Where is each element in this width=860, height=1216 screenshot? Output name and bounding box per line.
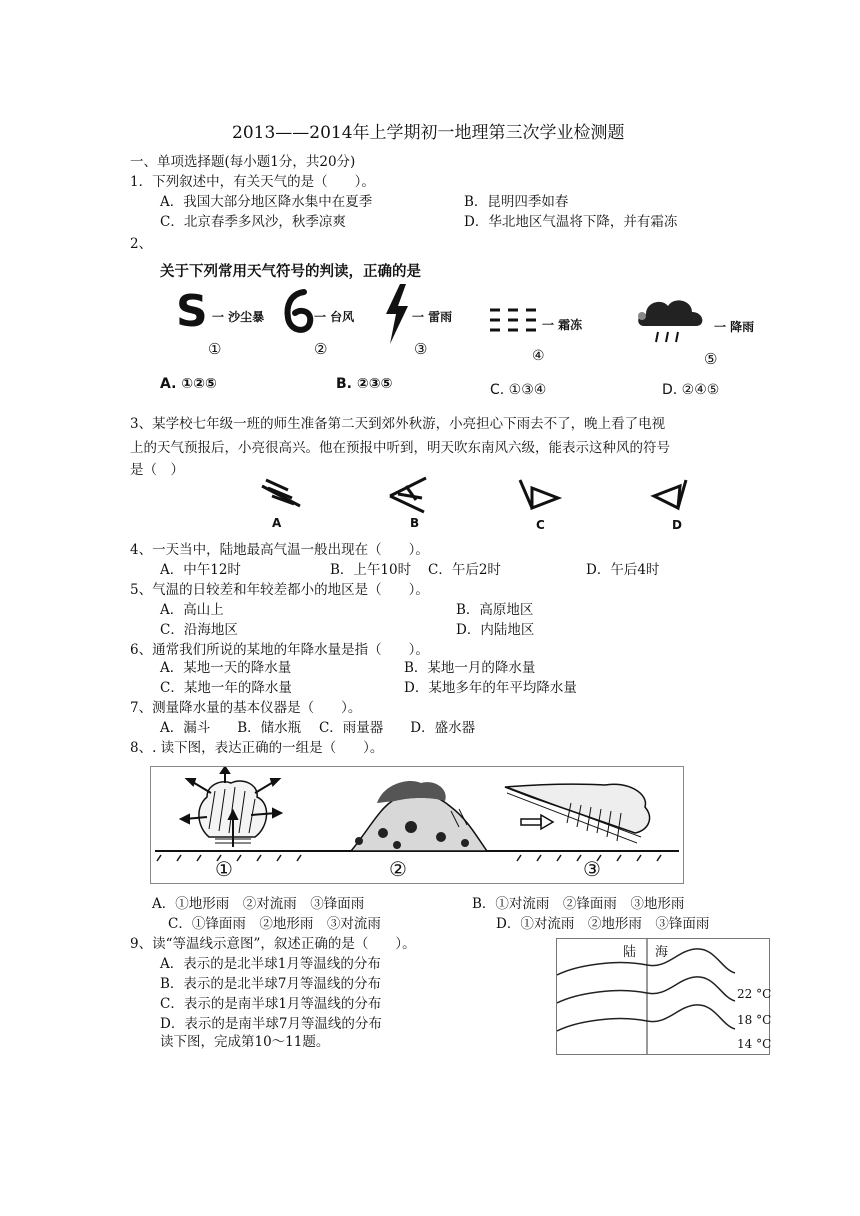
q5-option-c: C．沿海地区 xyxy=(160,622,238,638)
q7-stem: 7、测量降水量的基本仪器是（ ）。 xyxy=(130,700,362,716)
symbol-3-number: ③ xyxy=(414,340,428,358)
q6-option-a: A．某地一天的降水量 xyxy=(160,660,292,676)
q1-option-c: C．北京春季多风沙，秋季凉爽 xyxy=(160,214,346,230)
q8-option-b: B．①对流雨 ②锋面雨 ③地形雨 xyxy=(472,896,685,912)
q9-option-c: C．表示的是南半球1月等温线的分布 xyxy=(160,996,382,1012)
q1-option-b: B．昆明四季如春 xyxy=(464,194,569,210)
symbol-3-label: 一 雷雨 xyxy=(412,310,453,324)
typhoon-icon xyxy=(282,288,316,340)
q1-option-a: A．我国大部分地区降水集中在夏季 xyxy=(160,194,373,210)
q6-option-d: D．某地多年的年平均降水量 xyxy=(404,680,577,696)
panel-2-number: ② xyxy=(389,857,407,881)
page-title: 2013——2014年上学期初一地理第三次学业检测题 xyxy=(232,123,625,143)
q6-option-b: B．某地一月的降水量 xyxy=(404,660,536,676)
q4-option-b: B．上午10时 xyxy=(330,562,412,578)
symbol-2-label: 一 台风 xyxy=(314,310,355,324)
q2-option-a: A. ①②⑤ xyxy=(160,376,217,392)
symbol-4-label: 一 霜冻 xyxy=(542,318,583,332)
q1-option-d: D．华北地区气温将下降，并有霜冻 xyxy=(464,214,678,230)
symbol-5-number: ⑤ xyxy=(704,350,718,368)
sea-label: 海 xyxy=(655,945,669,960)
wind-symbol-c-icon xyxy=(518,478,564,518)
q4-option-c: C．午后2时 xyxy=(428,562,501,578)
rain-cloud-icon xyxy=(634,292,714,352)
q8-option-c: C．①锋面雨 ②地形雨 ③对流雨 xyxy=(168,916,381,932)
panel-3-number: ③ xyxy=(583,857,601,881)
q2-figure-title: 关于下列常用天气符号的判读，正确的是 xyxy=(160,264,421,280)
q2-option-d: D. ②④⑤ xyxy=(662,382,720,398)
q8-option-d: D．①对流雨 ②地形雨 ③锋面雨 xyxy=(496,916,710,932)
q2-number: 2、 xyxy=(130,236,153,252)
q4-option-a: A．中午12时 xyxy=(160,562,241,578)
q6-option-c: C．某地一年的降水量 xyxy=(160,680,292,696)
q2-option-b: B. ②③⑤ xyxy=(336,376,393,392)
q6-stem: 6、通常我们所说的某地的年降水量是指（ ）。 xyxy=(130,642,429,658)
q9-option-d: D．表示的是南半球7月等温线的分布 xyxy=(160,1016,382,1032)
q1-stem: 1．下列叙述中，有关天气的是（ ）。 xyxy=(130,174,375,190)
symbol-1-label: 一 沙尘暴 xyxy=(212,310,265,324)
symbol-4-number: ④ xyxy=(532,348,545,364)
wind-c-label: C xyxy=(536,518,545,532)
q8-stem: 8、. 读下图，表达正确的一组是（ ）。 xyxy=(130,740,384,756)
symbol-2-number: ② xyxy=(314,340,328,358)
q9-option-b: B．表示的是北半球7月等温线的分布 xyxy=(160,976,382,992)
symbol-5-label: 一 降雨 xyxy=(714,320,755,334)
wind-symbols-figure xyxy=(250,474,710,534)
wind-a-label: A xyxy=(272,516,282,530)
wind-b-label: B xyxy=(410,516,420,530)
section-heading: 一、单项选择题(每小题1分，共20分) xyxy=(130,154,356,170)
symbol-1-number: ① xyxy=(208,340,222,358)
q9-option-a: A．表示的是北半球1月等温线的分布 xyxy=(160,956,381,972)
weather-symbols-figure xyxy=(150,284,770,404)
q3-line-2: 上的天气预报后，小亮很高兴。他在预报中听到，明天吹东南风六级，能表示这种风的符号 xyxy=(130,440,670,456)
next-instruction: 读下图，完成第10～11题。 xyxy=(160,1034,330,1050)
q5-option-a: A．高山上 xyxy=(160,602,224,618)
wind-symbol-a-icon xyxy=(258,476,304,516)
land-label: 陆 xyxy=(623,945,637,960)
q3-line-1: 3、某学校七年级一班的师生准备第二天到郊外秋游，小亮担心下雨去不了，晚上看了电视 xyxy=(130,416,666,432)
q5-stem: 5、气温的日较差和年较差都小的地区是（ ）。 xyxy=(130,582,429,598)
frost-icon xyxy=(488,306,548,336)
isotherm-map xyxy=(556,938,770,1055)
q2-option-c: C. ①③④ xyxy=(490,382,547,398)
wind-symbol-d-icon xyxy=(648,478,694,518)
isotherm-18-label: 18 °C xyxy=(737,1013,772,1027)
isotherm-14-label: 14 °C xyxy=(737,1037,772,1051)
q3-line-3: 是（ ） xyxy=(130,462,184,478)
thunderstorm-icon xyxy=(382,284,412,344)
rain-types-figure xyxy=(150,766,684,884)
q9-stem: 9、读“等温线示意图”，叙述正确的是（ ）。 xyxy=(130,936,416,952)
q7-options: A．漏斗 B．储水瓶 C．雨量器 D．盛水器 xyxy=(160,720,476,736)
wind-symbol-b-icon xyxy=(384,476,430,516)
wind-d-label: D xyxy=(672,518,682,532)
q4-option-d: D．午后4时 xyxy=(586,562,660,578)
sandstorm-icon: S xyxy=(176,286,208,337)
q8-option-a: A．①地形雨 ②对流雨 ③锋面雨 xyxy=(152,896,365,912)
panel-1-number: ① xyxy=(215,857,233,881)
isotherm-22-label: 22 °C xyxy=(737,987,772,1001)
q5-option-b: B．高原地区 xyxy=(456,602,534,618)
q5-option-d: D．内陆地区 xyxy=(456,622,535,638)
q4-stem: 4、一天当中，陆地最高气温一般出现在（ ）。 xyxy=(130,542,429,558)
